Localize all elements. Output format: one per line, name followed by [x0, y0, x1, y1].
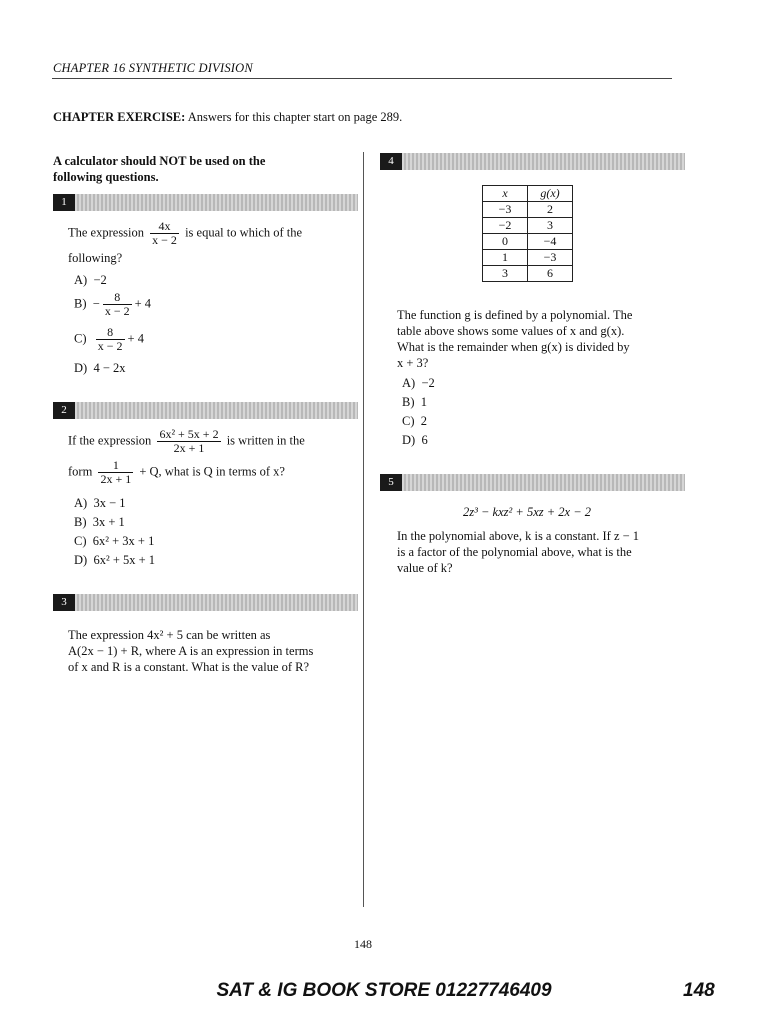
choice-label: B) [74, 296, 87, 311]
table-row [483, 266, 573, 282]
choice-label: C) [402, 414, 415, 428]
question-4-bar [380, 153, 685, 170]
frac-num: 8 [103, 291, 132, 305]
frac-num: 8 [96, 326, 125, 340]
choice-tail: + 4 [127, 331, 144, 346]
table-cell: 3 [528, 218, 573, 234]
q2-pre: If the expression [68, 433, 155, 448]
q2-form-num: 1 [98, 459, 133, 473]
q2-fraction [157, 428, 220, 455]
store-footer: SAT & IG BOOK STORE 01227746409 [216, 980, 552, 1001]
chapter-header: CHAPTER 16 SYNTHETIC DIVISION [53, 61, 253, 75]
header-rule [52, 78, 672, 79]
q1-choice-c[interactable] [74, 326, 144, 353]
q5-line1: In the polynomial above, k is a constant. If z − 1 [397, 529, 640, 543]
column-divider [363, 152, 364, 907]
q5-line2: is a factor of the polynomial above, what is the [397, 545, 632, 559]
choice-label: D) [74, 361, 88, 375]
q4-line4: x + 3? [397, 356, 429, 370]
choice-label: A) [74, 273, 88, 287]
choice-label: D) [402, 433, 416, 447]
table-header-gx [528, 186, 573, 202]
choice-label: A) [402, 376, 416, 390]
q5-expression: 2z³ − kxz² + 5xz + 2x − 2 [463, 505, 592, 519]
table-cell: −2 [483, 218, 528, 234]
q4-choice-d[interactable] [402, 432, 428, 448]
q4-line1: The function g is defined by a polynomial. The [397, 308, 633, 322]
choice-text: 2 [420, 414, 427, 428]
table-row [483, 234, 573, 250]
choice-label: D) [74, 553, 88, 567]
table-cell: 1 [483, 250, 528, 266]
q2-choice-c[interactable] [74, 533, 154, 549]
table-header-x [483, 186, 528, 202]
q1-choice-d[interactable] [74, 360, 126, 376]
q2-post: is written in the [223, 433, 305, 448]
q2-form-word: form [68, 464, 96, 479]
choice-text: 6x² + 5x + 1 [93, 553, 156, 567]
question-2-stem [68, 428, 363, 455]
table-cell: −3 [483, 202, 528, 218]
q5-line3: value of k? [397, 561, 453, 575]
choice-label: B) [74, 515, 87, 529]
q4-line2: table above shows some values of x and g(x). [397, 324, 625, 338]
question-3-bar [53, 594, 358, 611]
table-cell: 0 [483, 234, 528, 250]
table-header-row [483, 186, 573, 202]
q1-frac-num: 4x [150, 220, 179, 234]
chapter-exercise-line [53, 110, 402, 125]
choice-label: A) [74, 496, 88, 510]
question-1-bar [53, 194, 358, 211]
q4-choice-c[interactable] [402, 413, 427, 429]
choice-text: 1 [420, 395, 427, 409]
choice-text: 6x² + 3x + 1 [92, 534, 155, 548]
q3-line2: A(2x − 1) + R, where A is an expression in terms [68, 644, 314, 658]
question-1-stem [68, 220, 358, 247]
q1-frac-den: x − 2 [152, 233, 177, 247]
choice-text: 6 [421, 433, 428, 447]
q1-fraction [150, 220, 179, 247]
exercise-label: CHAPTER EXERCISE: [53, 110, 186, 124]
question-5-bar [380, 474, 685, 491]
q1-choice-b[interactable] [74, 291, 151, 318]
q2-form-fraction [98, 459, 133, 486]
frac-den: x − 2 [104, 304, 130, 318]
q2-frac-den: 2x + 1 [173, 441, 205, 455]
question-1-number: 1 [53, 194, 75, 211]
choice-fraction [103, 291, 132, 318]
choice-text: −2 [421, 376, 435, 390]
q2-choice-b[interactable] [74, 514, 125, 530]
exercise-text: Answers for this chapter start on page 289. [185, 110, 403, 124]
question-2-bar [53, 402, 358, 419]
choice-text: 3x − 1 [93, 496, 126, 510]
q2-form-den: 2x + 1 [100, 472, 132, 486]
question-2-form [68, 459, 285, 486]
q3-line1: The expression 4x² + 5 can be written as [68, 628, 271, 642]
table-cell: 6 [528, 266, 573, 282]
choice-fraction [96, 326, 125, 353]
choice-label: C) [74, 534, 87, 548]
table-row [483, 202, 573, 218]
question-2-number: 2 [53, 402, 75, 419]
question-3-number: 3 [53, 594, 75, 611]
question-4-number: 4 [380, 153, 402, 170]
q3-line3: of x and R is a constant. What is the value of R? [68, 660, 310, 674]
q1-choice-a[interactable] [74, 272, 107, 288]
header-text: g(x) [540, 186, 560, 200]
q1-post: is equal to which of the [181, 225, 303, 240]
table-row [483, 250, 573, 266]
table-cell: −4 [528, 234, 573, 250]
table-cell: 3 [483, 266, 528, 282]
q1-pre: The expression [68, 225, 148, 240]
frac-den: x − 2 [97, 339, 123, 353]
table-cell: 2 [528, 202, 573, 218]
q4-choice-a[interactable] [402, 375, 435, 391]
q1-post2: following? [68, 251, 123, 265]
q4-table-wrap [482, 185, 573, 282]
q2-frac-num: 6x² + 5x + 2 [159, 427, 219, 441]
q2-choice-d[interactable] [74, 552, 155, 568]
choice-tail: + 4 [134, 296, 152, 311]
table-row [483, 218, 573, 234]
choice-text: −2 [93, 273, 107, 287]
q4-line3: What is the remainder when g(x) is divided by [397, 340, 630, 354]
q2-form-tail: + Q, what is Q in terms of x? [136, 464, 285, 479]
q2-choice-a[interactable] [74, 495, 126, 511]
choice-label: B) [402, 395, 415, 409]
calculator-note: A calculator should NOT be used on the following questions. [53, 154, 266, 184]
table-cell: −3 [528, 250, 573, 266]
choice-text: 3x + 1 [92, 515, 125, 529]
q4-choice-b[interactable] [402, 394, 427, 410]
page-number: 148 [354, 937, 372, 951]
question-5-number: 5 [380, 474, 402, 491]
header-text: x [502, 186, 508, 200]
choice-text: 4 − 2x [93, 361, 126, 375]
q4-values-table [482, 185, 573, 282]
choice-label: C) [74, 331, 87, 346]
footer-page-number: 148 [683, 980, 715, 1001]
choice-sign: − [92, 296, 100, 311]
